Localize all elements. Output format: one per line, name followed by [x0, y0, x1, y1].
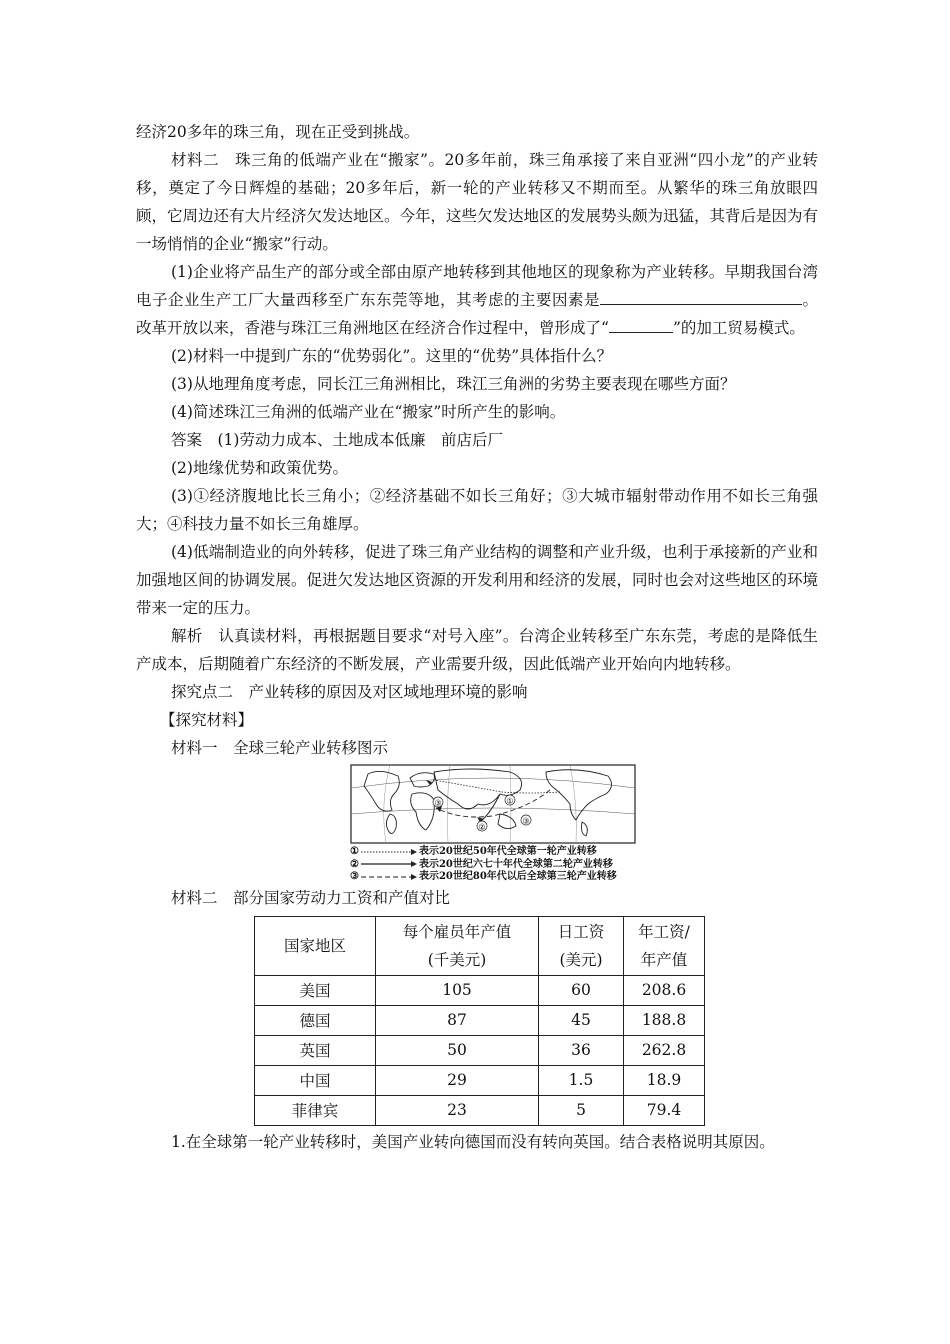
cell-daily-wage: 45 — [539, 1005, 624, 1035]
map-legend — [350, 846, 636, 884]
legend-row-3 — [350, 871, 636, 884]
paragraph-intro-end: 经济20多年的珠三角，现在正受到挑战。 — [136, 123, 420, 141]
answer-blank-1b — [720, 286, 802, 305]
document-page — [136, 118, 818, 1156]
table-row — [255, 975, 705, 1005]
question-last: 1.在全球第一轮产业转移时，美国产业转向德国而没有转向英国。结合表格说明其原因。 — [171, 1132, 775, 1151]
cell-ratio: 188.8 — [624, 1005, 705, 1035]
header-annual-output: 每个雇员年产值 (千美元) — [376, 916, 539, 975]
table-row — [255, 1005, 705, 1035]
world-map — [350, 764, 636, 844]
cell-ratio: 208.6 — [624, 975, 705, 1005]
answer-2: (2)地缘优势和政策优势。 — [171, 459, 348, 477]
legend-text-3: 表示20世纪80年代以后全球第三轮产业转移 — [418, 871, 617, 882]
cell-daily-wage: 60 — [539, 975, 624, 1005]
cell-country: 英国 — [255, 1035, 376, 1065]
material-two-caption: 材料二 部分国家劳动力工资和产值对比 — [171, 888, 451, 907]
legend-num-3: ③ — [350, 871, 359, 882]
dashed-arrow-icon — [361, 874, 417, 880]
answer-1: 答案 (1)劳动力成本、土地成本低廉 前店后厂 — [171, 431, 503, 449]
answer-blank-2b — [659, 314, 673, 333]
header-wage-output-ratio: 年工资/ 年产值 — [624, 916, 705, 975]
answer-blank-2 — [609, 314, 659, 333]
cell-daily-wage: 36 — [539, 1035, 624, 1065]
cell-ratio: 79.4 — [624, 1095, 705, 1125]
question-1 — [136, 258, 818, 342]
table-row — [255, 1035, 705, 1065]
map-label-2: ② — [478, 822, 486, 832]
question-2: (2)材料一中提到广东的“优势弱化”。这里的“优势”具体指什么？ — [171, 347, 613, 365]
header-country: 国家地区 — [255, 916, 376, 975]
dotted-arrow-icon — [361, 849, 417, 855]
question-1-part-a: (1)企业将产品生产的部分或全部由原产地转移到其他地区的现象称为产业转移。早期我国台湾电子企业生产工厂大量西移至广东东莞等地，其考虑的主要因素是 — [136, 263, 818, 309]
legend-row-1 — [350, 846, 636, 859]
table-header-row — [255, 916, 705, 975]
cell-annual-output: 29 — [376, 1065, 539, 1095]
material-heading: 【探究材料】 — [160, 711, 254, 729]
answer-4: (4)低端制造业的向外转移，促进了珠三角产业结构的调整和产业升级，也利于承接新的产业和加强地区间的协调发展。促进欠发达地区资源的开发利用和经济的发展，同时也会对这些地区的环境带来一定的压力。 — [136, 543, 819, 617]
cell-country: 德国 — [255, 1005, 376, 1035]
industry-transfer-map-figure — [350, 764, 636, 884]
cell-daily-wage: 1.5 — [539, 1065, 624, 1095]
legend-row-2 — [350, 859, 636, 872]
cell-daily-wage: 5 — [539, 1095, 624, 1125]
cell-annual-output: 87 — [376, 1005, 539, 1035]
legend-num-1: ① — [350, 846, 359, 857]
cell-country: 美国 — [255, 975, 376, 1005]
map-label-3: ③ — [434, 798, 442, 808]
answer-3: (3)①经济腹地比长三角小；②经济基础不如长三角好；③大城市辐射带动作用不如长三角强大；④科技力量不如长三角雄厚。 — [136, 487, 818, 533]
header-daily-wage: 日工资 (美元) — [539, 916, 624, 975]
cell-annual-output: 50 — [376, 1035, 539, 1065]
question-4: (4)简述珠江三角洲的低端产业在“搬家”时所产生的影响。 — [171, 403, 566, 421]
map-label-3b: ③ — [522, 816, 530, 826]
table-row — [255, 1095, 705, 1125]
material-one-caption: 材料一 全球三轮产业转移图示 — [171, 739, 389, 757]
material-two-text: 材料二 珠三角的低端产业在“搬家”。20多年前，珠三角承接了来自亚洲“四小龙”的产业转移，奠定了今日辉煌的基础；20多年后，新一轮的产业转移又不期而至。从繁华的珠三角放眼四顾，它周边还有大片经济欠发达地区。今年，这些欠发达地区的发展势头颇为迅猛，其背后是因为有一场悄悄的企业“搬家”行动。 — [136, 151, 819, 253]
cell-ratio: 18.9 — [624, 1065, 705, 1095]
question-1-part-c: ”的加工贸易模式。 — [672, 319, 805, 337]
cell-annual-output: 105 — [376, 975, 539, 1005]
question-1-part-b: 。改革开放以来，香港与珠江三角洲地区在经济合作过程中，曾形成了“ — [136, 291, 818, 337]
wage-output-table — [254, 916, 705, 1126]
table-row — [255, 1065, 705, 1095]
cell-ratio: 262.8 — [624, 1035, 705, 1065]
solid-arrow-icon — [361, 861, 417, 867]
section-title: 探究点二 产业转移的原因及对区域地理环境的影响 — [171, 683, 528, 701]
cell-country: 中国 — [255, 1065, 376, 1095]
legend-text-1: 表示20世纪50年代全球第一轮产业转移 — [418, 846, 597, 857]
analysis: 解析 认真读材料，再根据题目要求“对号入座”。台湾企业转移至广东东莞，考虑的是降低生产成本，后期随着广东经济的不断发展，产业需要升级，因此低端产业开始向内地转移。 — [136, 627, 818, 673]
answer-blank-1 — [600, 286, 720, 305]
legend-text-2: 表示20世纪六七十年代全球第二轮产业转移 — [418, 858, 613, 870]
legend-num-2: ② — [350, 858, 359, 870]
cell-annual-output: 23 — [376, 1095, 539, 1125]
cell-country: 菲律宾 — [255, 1095, 376, 1125]
question-3: (3)从地理角度考虑，同长江三角洲相比，珠江三角洲的劣势主要表现在哪些方面？ — [171, 375, 736, 393]
map-label-1: ① — [506, 796, 514, 806]
